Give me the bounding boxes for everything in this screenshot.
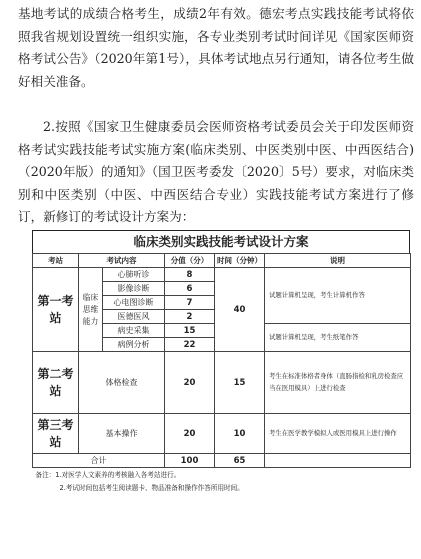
station1-note-b: 试题计算机呈现，考生纸笔作答 xyxy=(265,324,411,352)
header-score: 分值（分） xyxy=(165,254,215,268)
footnote-1: 备注：1.对医学人文素养的考核融入各考站进行。 xyxy=(35,471,181,479)
station1-name: 第一考站 xyxy=(33,268,79,352)
item-name: 影像诊断 xyxy=(103,282,165,296)
total-score: 100 xyxy=(165,454,215,468)
exam-design-table xyxy=(32,230,410,496)
footnotes xyxy=(33,468,411,497)
total-label: 合计 xyxy=(33,454,165,468)
station3-content: 基本操作 xyxy=(79,414,165,454)
header-station: 考站 xyxy=(33,254,79,268)
station3-score: 20 xyxy=(165,414,215,454)
item-name: 心电图诊断 xyxy=(103,296,165,310)
item-score: 15 xyxy=(165,324,215,338)
station2-note: 考生在标准体格者身体（直肠指检和乳房检查应当在医用模具）上进行检查 xyxy=(265,352,411,414)
table-body xyxy=(32,253,411,496)
station3-note: 考生在医学教学模拟人或医用模具上进行操作 xyxy=(265,414,411,454)
item-score: 7 xyxy=(165,296,215,310)
paragraph-exam-validity xyxy=(18,3,414,93)
item-name: 医德医风 xyxy=(103,310,165,324)
total-time: 65 xyxy=(215,454,265,468)
item-score: 6 xyxy=(165,282,215,296)
header-note: 说明 xyxy=(265,254,411,268)
station2-name: 第二考站 xyxy=(33,352,79,414)
station1-ability: 临床思维能力 xyxy=(79,268,103,352)
table-title: 临床类别实践技能考试设计方案 xyxy=(32,230,410,253)
table-row-station2 xyxy=(33,352,411,414)
table-row xyxy=(33,268,411,282)
header-content: 考试内容 xyxy=(79,254,165,268)
station3-name: 第三考站 xyxy=(33,414,79,454)
header-time: 时间（分钟） xyxy=(215,254,265,268)
station2-time: 15 xyxy=(215,352,265,414)
item-score: 2 xyxy=(165,310,215,324)
station1-note-a: 试题计算机呈现，考生计算机作答 xyxy=(265,268,411,324)
footnote-2: 2.考试时间包括考生阅读题卡、物品准备和操作作答所用时间。 xyxy=(59,484,244,492)
station2-score: 20 xyxy=(165,352,215,414)
item-name: 心肺听诊 xyxy=(103,268,165,282)
table-row-station3 xyxy=(33,414,411,454)
station1-time: 40 xyxy=(215,268,265,352)
table-row-total xyxy=(33,454,411,468)
total-note-empty xyxy=(265,454,411,468)
table-row-footnotes xyxy=(33,468,411,497)
item-score: 22 xyxy=(165,338,215,352)
station2-content: 体格检查 xyxy=(79,352,165,414)
paragraph-text: 2.按照《国家卫生健康委员会医师资格考试委员会关于印发医师资格考试实践技能考试实施方案(临床类别、中医类别中医、中西医结合)（2020年版）的通知》（国卫医考委发〔2020〕5号）要求，对临床类别和中医类别（中医、中西医结合专业）实践技能考试方案进行了修订，新修订的考试设计方案为： xyxy=(18,119,414,225)
item-name: 病史采集 xyxy=(103,324,165,338)
paragraph-exam-plan xyxy=(18,116,414,229)
item-score: 8 xyxy=(165,268,215,282)
station3-time: 10 xyxy=(215,414,265,454)
paragraph-text: 基地考试的成绩合格考生，成绩2年有效。德宏考点实践技能考试将依照我省规划设置统一组织实施，各专业类别考试时间详见《国家医师资格考试公告》（2020年第1号），具体考试地点另行通知，请各位考生做好相关准备。 xyxy=(18,6,414,89)
item-name: 病例分析 xyxy=(103,338,165,352)
table-header-row xyxy=(33,254,411,268)
